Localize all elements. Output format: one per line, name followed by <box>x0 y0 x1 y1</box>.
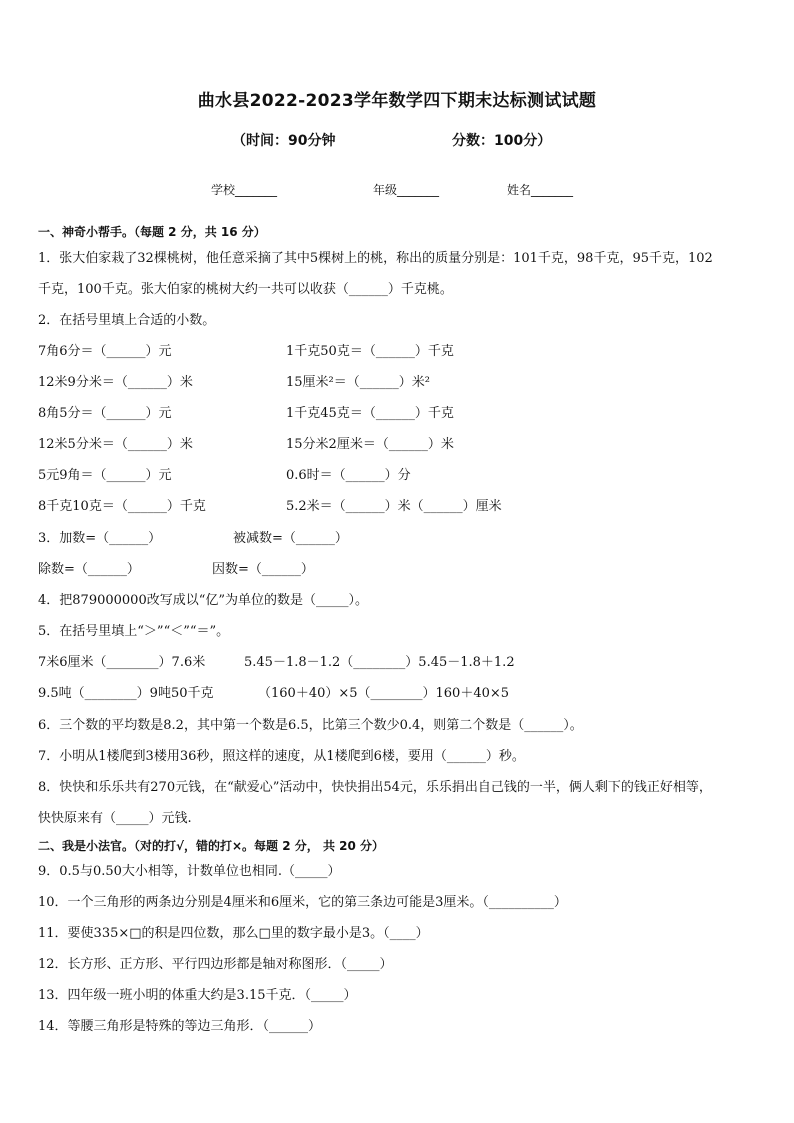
question-8-line-2: 快快原来有（_____）元钱. <box>38 811 192 826</box>
judge-item: 9．0.5与0.50大小相等，计数单位也相同.（_____） <box>38 864 341 879</box>
judge-item: 10．一个三角形的两条边分别是4厘米和6厘米，它的第三条边可能是3厘米。（__________） <box>38 895 567 910</box>
school-field: 学校_______ <box>211 183 278 197</box>
question-7: 7．小明从1楼爬到3楼用36秒，照这样的速度，从1楼爬到6楼，要用（______）秒。 <box>38 749 525 764</box>
exam-score: 分数：100分） <box>452 133 552 149</box>
page-title: 曲水县2022-2023学年数学四下期末达标测试试题 <box>197 91 597 111</box>
q2-item: 7角6分＝（______）元 <box>38 344 172 359</box>
question-2: 2．在括号里填上合适的小数。 <box>38 313 216 328</box>
exam-time: （时间：90分钟 <box>232 133 336 149</box>
grade-field: 年级_______ <box>373 183 440 197</box>
q2-item: 8角5分＝（______）元 <box>38 406 172 421</box>
question-3-minuend: 被减数=（______） <box>233 531 348 546</box>
q5-item: （160＋40）×5（________）160＋40×5 <box>258 686 510 701</box>
judge-item: 12．长方形、正方形、平行四边形都是轴对称图形．（_____） <box>38 957 393 972</box>
q2-item: 0.6时＝（______）分 <box>286 468 411 483</box>
q2-item: 15厘米²＝（______）米² <box>286 375 430 390</box>
q2-item: 12米5分米＝（______）米 <box>38 437 193 452</box>
name-field: 姓名_______ <box>507 183 574 197</box>
question-8-line-1: 8．快快和乐乐共有270元钱，在“献爱心”活动中，快快捐出54元，乐乐捐出自己钱的一半，俩人剩下的钱正好相等， <box>38 780 712 795</box>
q5-item: 9.5吨（________）9吨50千克 <box>38 686 214 701</box>
question-3-factor: 因数=（______） <box>212 562 314 577</box>
q5-item: 7米6厘米（________）7.6米 <box>38 655 206 670</box>
question-3-divisor: 除数=（______） <box>38 562 140 577</box>
question-1-line-2: 千克，100千克。张大伯家的桃树大约一共可以收获（______）千克桃。 <box>38 282 453 297</box>
question-6: 6．三个数的平均数是8.2，其中第一个数是6.5，比第三个数少0.4，则第二个数是（______）。 <box>38 718 583 733</box>
q2-item: 8千克10克＝（______）千克 <box>38 499 206 514</box>
judge-item: 11．要使335×□的积是四位数，那么□里的数字最小是3。（____） <box>38 926 429 941</box>
question-5: 5．在括号里填上“＞”“＜”“＝”。 <box>38 624 230 639</box>
q2-item: 12米9分米＝（______）米 <box>38 375 193 390</box>
question-3-addend: 3．加数=（______） <box>38 531 162 546</box>
q2-item: 1千克45克＝（______）千克 <box>286 406 454 421</box>
q5-item: 5.45－1.8－1.2（________）5.45－1.8＋1.2 <box>244 655 515 670</box>
q2-item: 1千克50克＝（______）千克 <box>286 344 454 359</box>
q2-item: 15分米2厘米＝（______）米 <box>286 437 454 452</box>
section-heading-2: 二、我是小法官。（对的打√，错的打×。每题 2 分， 共 20 分） <box>38 839 384 853</box>
judge-item: 13．四年级一班小明的体重大约是3.15千克．（_____） <box>38 988 357 1003</box>
question-4: 4．把879000000改写成以“亿”为单位的数是（_____）。 <box>38 593 369 608</box>
judge-item: 14．等腰三角形是特殊的等边三角形．（______） <box>38 1019 322 1034</box>
question-1-line-1: 1．张大伯家栽了32棵桃树，他任意采摘了其中5棵树上的桃，称出的质量分别是：101千克，98千克，95千克，102 <box>38 251 713 266</box>
section-heading-1: 一、神奇小帮手。（每题 2 分，共 16 分） <box>38 225 266 239</box>
q2-item: 5元9角＝（______）元 <box>38 468 172 483</box>
q2-item: 5.2米＝（______）米（______）厘米 <box>286 499 502 514</box>
